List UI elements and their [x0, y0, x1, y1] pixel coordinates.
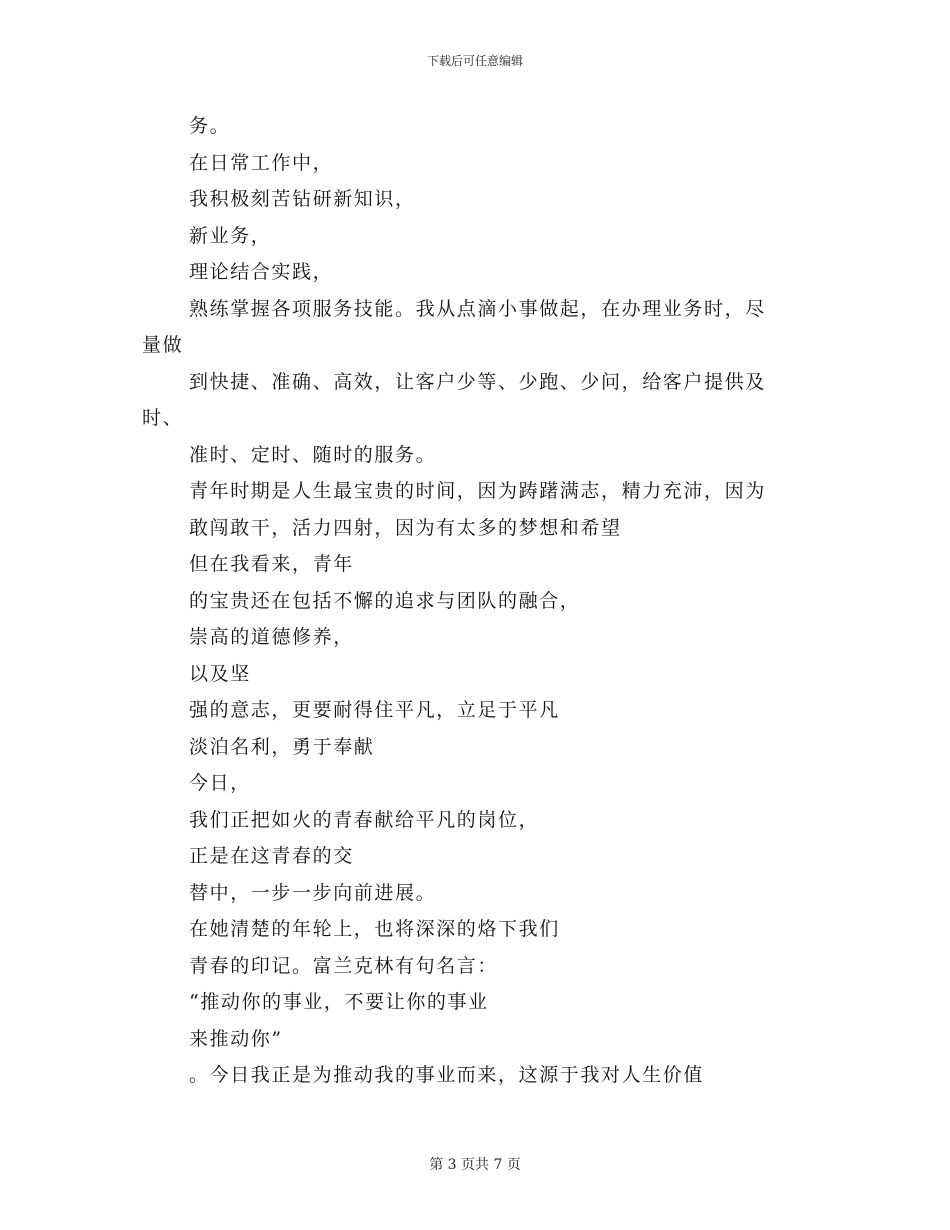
text-line: 新业务，: [189, 224, 272, 247]
text-line: 在她清楚的年轮上，也将深深的烙下我们: [189, 918, 560, 940]
text-line: 强的意志，更要耐得住平凡，立足于平凡: [189, 699, 560, 721]
text-line: 我积极刻苦钻研新知识，: [189, 188, 416, 210]
page-number: 第 3 页共 7 页: [429, 1157, 521, 1173]
text-line: 理论结合实践，: [189, 261, 334, 283]
text-line: 来推动你”: [189, 1027, 283, 1050]
text-line: 量做: [142, 334, 184, 356]
text-line: 熟练掌握各项服务技能。我从点滴小事做起，在办理业务时，尽: [189, 297, 766, 320]
document-body: [142, 108, 802, 1094]
text-line: 正是在这青春的交: [189, 845, 354, 867]
text-line: 以及坚: [189, 662, 251, 685]
text-line: “推动你的事业，不要让你的事业: [189, 991, 489, 1013]
text-line: 淡泊名利，勇于奉献: [189, 735, 375, 758]
text-line: 我们正把如火的青春献给平凡的岗位，: [189, 808, 540, 831]
text-line: 今日，: [189, 772, 251, 794]
text-line: 敢闯敢干，活力四射，因为有太多的梦想和希望: [189, 516, 622, 539]
text-line: 准时、定时、随时的服务。: [189, 443, 437, 466]
text-line: 替中，一步一步向前进展。: [189, 881, 437, 904]
text-line: 青年时期是人生最宝贵的时间，因为踌躇满志，精力充沛，因为: [189, 480, 766, 502]
text-line: 到快捷、准确、高效，让客户少等、少跑、少问，给客户提供及: [189, 370, 766, 393]
page-header: 下载后可任意编辑: [426, 54, 523, 68]
text-line: 务。: [189, 115, 231, 137]
text-line: 的宝贵还在包括不懈的追求与团队的融合，: [189, 589, 581, 612]
text-line: 。今日我正是为推动我的事业而来，这源于我对人生价值: [189, 1064, 705, 1086]
text-line: 在日常工作中，: [189, 151, 334, 174]
text-line: 青春的印记。富兰克林有句名言：: [189, 954, 499, 977]
text-line: 时、: [142, 407, 184, 429]
text-line: 崇高的道德修养，: [189, 626, 354, 648]
text-line: 但在我看来，青年: [189, 553, 354, 575]
